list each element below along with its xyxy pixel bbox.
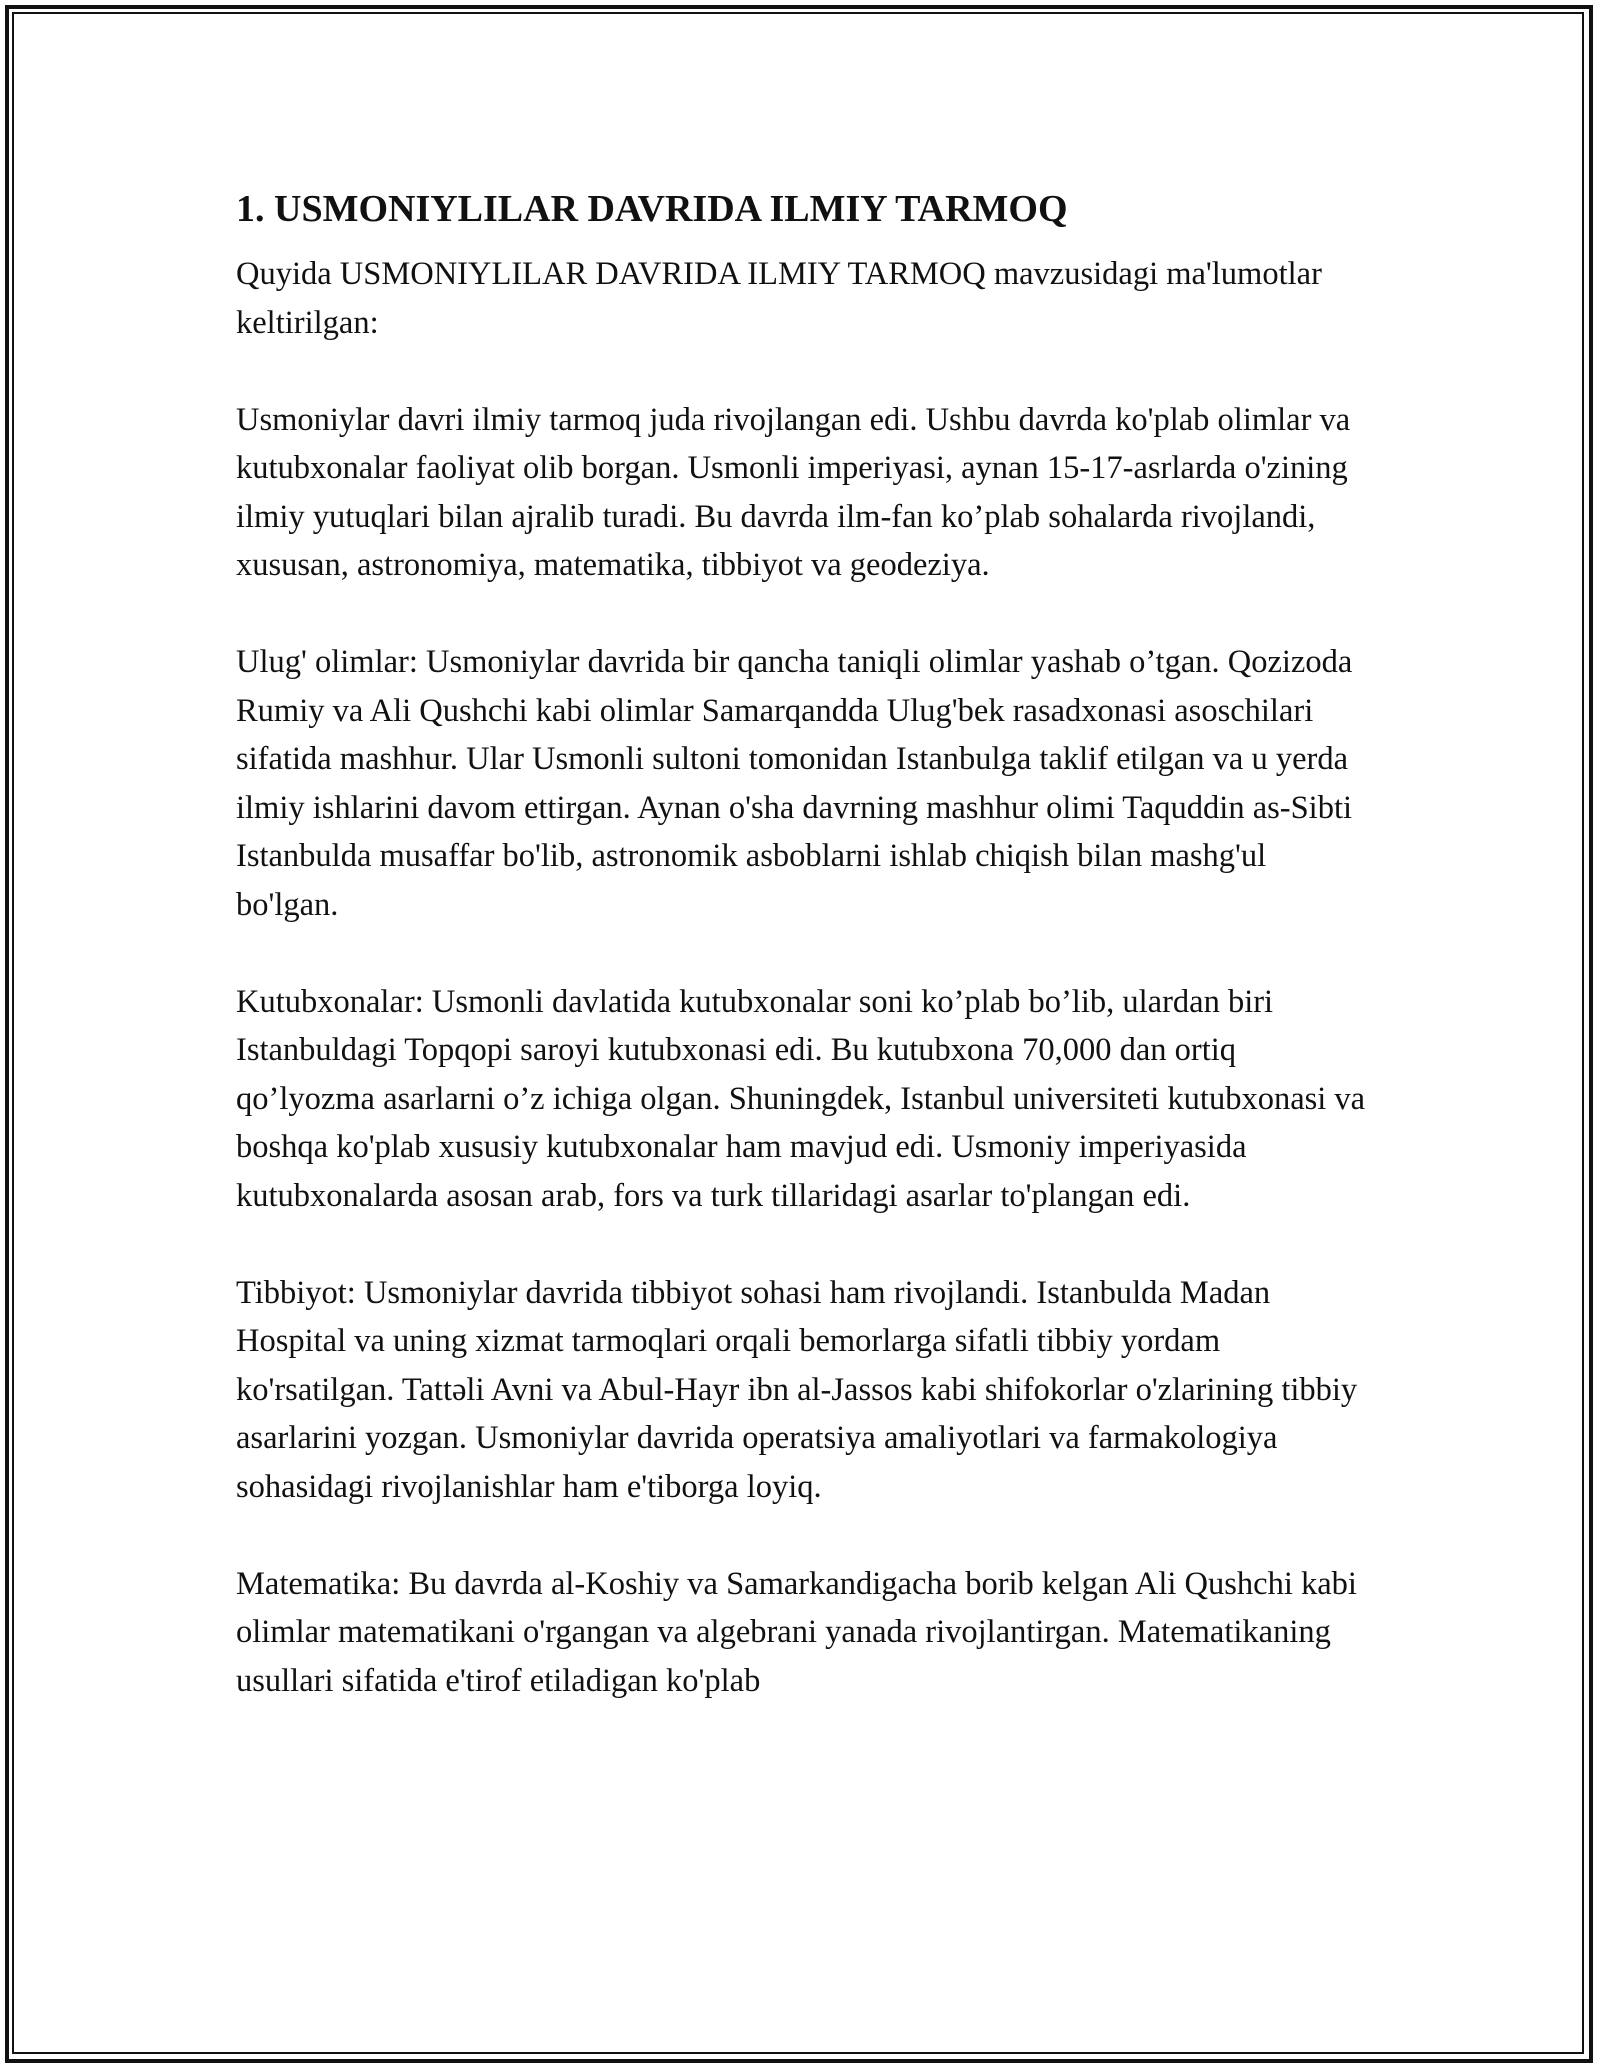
document-body: [236, 186, 1366, 1754]
paragraph-libraries: Kutubxonalar: Usmonli davlatida kutubxonalar soni ko’plab bo’lib, ulardan biri Istanbuldagi Topqopi saroyi kutubxonasi edi. Bu kutubxona 70,000 dan ortiq qo’lyozma asarlarni o’z ichiga olgan. Shuningdek, Istanbul universiteti kutubxonasi va boshqa ko'plab xususiy kutubxonalar ham mavjud edi. Usmoniy imperiyasida kutubxonalarda asosan arab, fors va turk tillaridagi asarlar to'plangan edi.: [236, 983, 1366, 1214]
paragraph-mathematics: Matematika: Bu davrda al-Koshiy va Samarkandigacha borib kelgan Ali Qushchi kabi olimlar matematikani o'rgangan va algebrani yanada rivojlantirgan. Matematikaning usullari sifatida e'tirof etiladigan ko'plab: [236, 1565, 1357, 1699]
section-heading: 1. USMONIYLILAR DAVRIDA ILMIY TARMOQ: [236, 188, 1068, 230]
paragraph-overview: Usmoniylar davri ilmiy tarmoq juda rivojlangan edi. Ushbu davrda ko'plab olimlar va kutubxonalar faoliyat olib borgan. Usmonli imperiyasi, aynan 15-17-asrlarda o'zining ilmiy yutuqlari bilan ajralib turadi. Bu davrda ilm-fan ko’plab sohalarda rivojlandi, xususan, astronomiya, matematika, tibbiyot va geodeziya.: [236, 401, 1351, 583]
intro-paragraph: Quyida USMONIYLILAR DAVRIDA ILMIY TARMOQ mavzusidagi ma'lumotlar keltirilgan:: [236, 256, 1322, 341]
paragraph-medicine: Tibbiyot: Usmoniylar davrida tibbiyot sohasi ham rivojlandi. Istanbulda Madan Hospital va uning xizmat tarmoqlari orqali bemorlarga sifatli tibbiy yordam ko'rsatilgan. Tattəli Avni va Abul-Hayr ibn al-Jassos kabi shifokorlar o'zlarining tibbiy asarlarini yozgan. Usmoniylar davrida operatsiya amaliyotlari va farmakologiya sohasidagi rivojlanishlar ham e'tiborga loyiq.: [236, 1274, 1358, 1505]
paragraph-scholars: Ulug' olimlar: Usmoniylar davrida bir qancha taniqli olimlar yashab o’tgan. Qozizoda Rumiy va Ali Qushchi kabi olimlar Samarqandda Ulug'bek rasadxonasi asoschilari sifatida mashhur. Ular Usmonli sultoni tomonidan Istanbulga taklif etilgan va u yerda ilmiy ishlarini davom ettirgan. Aynan o'sha davrning mashhur olimi Taquddin as-Sibti Istanbulda musaffar bo'lib, astronomik asboblarni ishlab chiqish bilan mashg'ul bo'lgan.: [236, 644, 1353, 923]
